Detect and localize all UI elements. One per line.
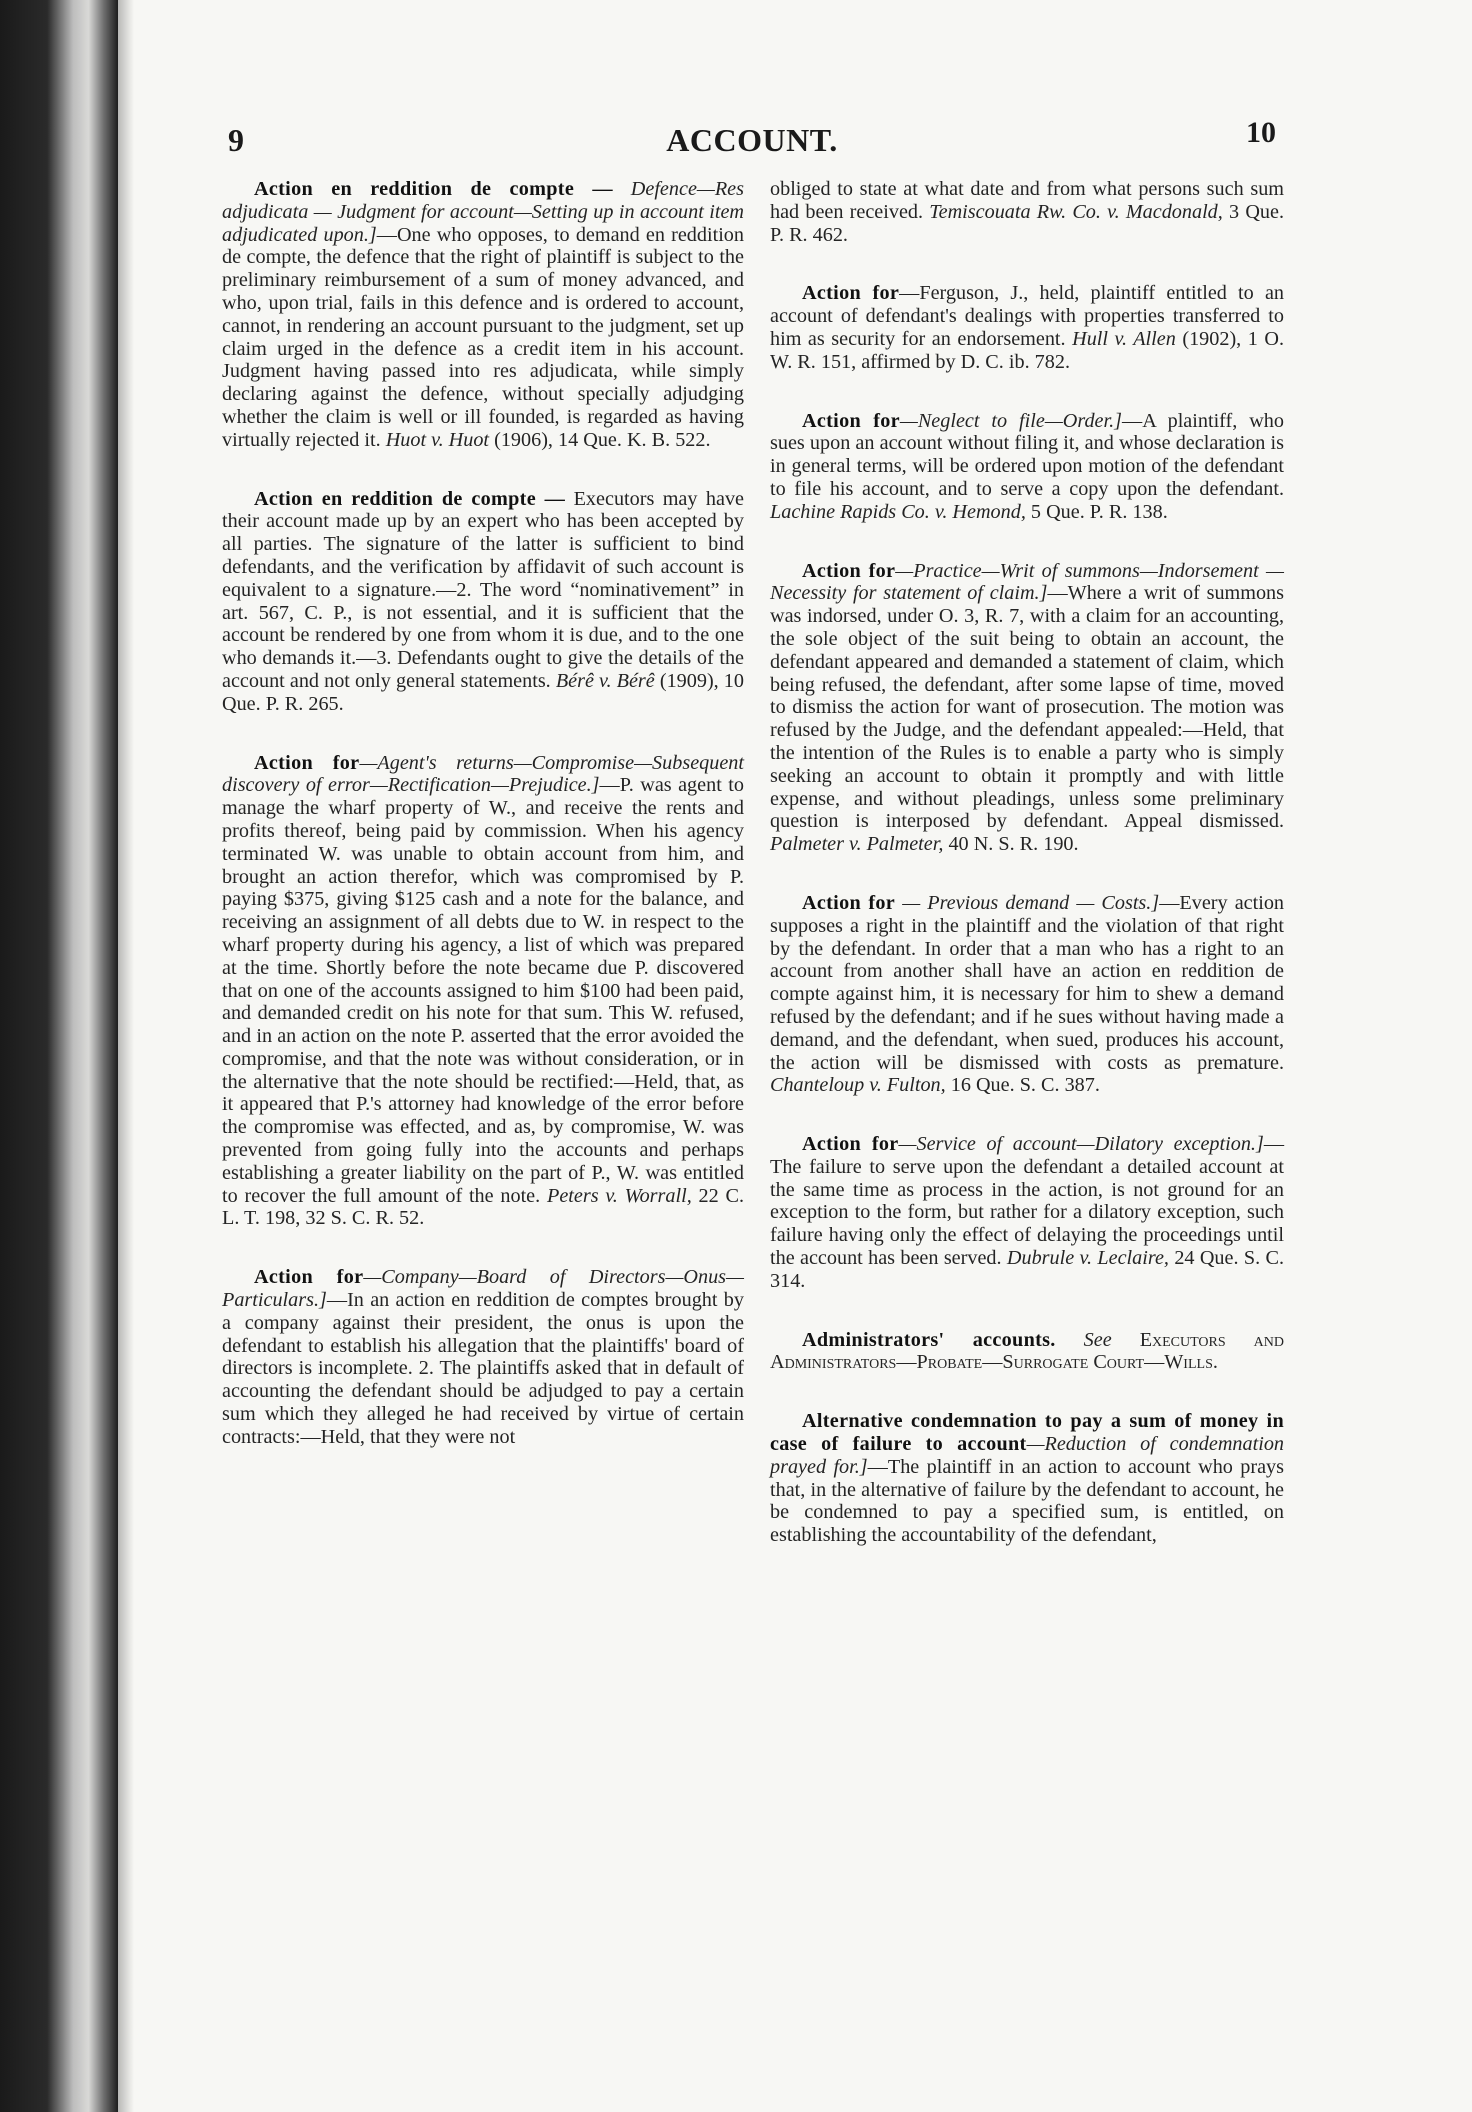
entry-subheading: —Neglect to file—Order.] <box>899 409 1123 432</box>
digest-entry <box>770 892 1284 1097</box>
citation-reference: 16 Que. S. C. 387. <box>950 1074 1100 1097</box>
citation-reference: 22 C. L. T. 198, 32 S. C. R. 52. <box>222 1184 745 1230</box>
entry-text: —P. was agent to manage the wharf property of W., and receive the rents and profits thereof, being paid by commission. When his agency terminated W. was unable to obtain account from him, and brought an action therefor, which was compromised by P. paying $375, giving $125 cash and a note for the balance, and receiving an assignment of all debts due to W. in respect to the wharf property during his agency, a list of which was prepared at the time. Shortly before the note became due P. discovered that on one of the accounts assigned to him $100 had been paid, and demanded credit on his note for that sum. This W. refused, and in an action on the note P. asserted that the error avoided the compromise, and that the note was without consideration, or in the alternative that the note should be rectified:—Held, that, as it appeared that P.'s attorney had knowledge of the error before the compromise was effected, and as, by compromise, W. was prevented from going fully into the accounts and perhaps establishing a greater liability on the part of P., W. was entitled to recover the full amount of the note. <box>222 774 744 1207</box>
entry-heading: Action for <box>254 751 360 774</box>
left-page-number: 9 <box>228 122 244 158</box>
digest-entry <box>222 1266 744 1448</box>
case-citation: Huot v. Huot <box>385 428 490 451</box>
entry-text: Executors may have their account made up by an expert who has been accepted by all parties. The signature of the latter is sufficient to bind defendants, and the verification by affidavit of such account is equivalent to a signature.—2. The word “nominativement” in art. 567, C. P., is not essential, and it is sufficient that the account be rendered by one from whom it is due, and to the one who demands it.—3. Defendants ought to give the details of the account and not only general statements. <box>222 487 745 692</box>
entry-subheading: —Company—Board of Directors—Onus—Particulars.] <box>222 1266 744 1312</box>
entry-subheading: — Previous demand — Costs.] <box>902 891 1160 914</box>
digest-entry-continued <box>770 178 1284 246</box>
cross-reference-label: See <box>1083 1328 1112 1351</box>
entry-text: —The failure to serve upon the defendant a detailed account at the same time as process in the action, is not ground for an exception to the form, but rather for a dilatory exception, such failure having only the effect of delaying the proceedings until the account has been served. <box>770 1133 1285 1270</box>
running-title: ACCOUNT. <box>666 122 838 158</box>
entry-heading: Action en reddition de compte — <box>254 178 613 200</box>
entry-subheading: —Reduction of condemnation prayed for.] <box>770 1433 1285 1478</box>
digest-entry <box>770 1410 1284 1547</box>
case-citation: Bérê v. Bérê <box>555 669 655 692</box>
citation-reference: 5 Que. P. R. 138. <box>1030 500 1168 523</box>
entry-subheading: —Agent's returns—Compromise—Subsequent discovery of error—Rectification—Prejudice.] <box>222 751 744 797</box>
entry-text: —Every action supposes a right in the plaintiff and the violation of that right by the defendant. In order that a man who has a right to an account from another shall have an action en reddition de compte against him, it is necessary for him to shew a demand refused by the defendant; and if he sues without having made a demand, and the defendant, when sued, produces his account, the action will be dismissed with costs as premature. <box>770 891 1285 1074</box>
entry-text: —The plaintiff in an action to account who prays that, in the alternative of failure by the defendant to account, he be condemned to pay a specified sum, is entitled, on establishing the accountability of the defendant, <box>770 1455 1284 1547</box>
entry-heading: Action for <box>802 559 896 582</box>
entry-heading: Action for <box>802 282 900 305</box>
case-citation: Lachine Rapids Co. v. Hemond, <box>770 500 1026 523</box>
citation-reference: (1902), 1 O. W. R. 151, affirmed by D. C. ib. 782. <box>770 327 1284 373</box>
digest-entry <box>770 282 1284 373</box>
case-citation: Temiscouata Rw. Co. v. Macdonald, <box>929 200 1223 223</box>
digest-entry <box>770 1133 1284 1293</box>
entry-text: obliged to state at what date and from what persons such sum had been received. <box>770 178 1284 223</box>
entry-heading: Action en reddition de compte — <box>254 487 566 510</box>
case-citation: Dubrule v. Leclaire, <box>1006 1247 1169 1270</box>
entry-heading: Action for <box>254 1266 364 1289</box>
digest-entry <box>222 752 744 1231</box>
digest-entry <box>222 488 744 716</box>
case-citation: Palmeter v. Palmeter, <box>770 833 944 856</box>
right-page-number: 10 <box>1246 116 1276 149</box>
digest-entry <box>222 178 744 452</box>
entry-text: —In an action en reddition de comptes brought by a company against their president, the onus is upon the defendant to establish his allegation that the plaintiffs' board of directors is incomplete. 2. The plaintiffs asked that in default of accounting the defendant should be adjudged to pay a certain sum which they alleged he had received by virtue of certain contracts:—Held, that they were not <box>222 1289 744 1448</box>
citation-reference: (1909), 10 Que. P. R. 265. <box>222 669 744 715</box>
entry-heading: Alternative condemnation to pay a sum of money in case of failure to account <box>770 1410 1284 1456</box>
facing-page-edge <box>0 0 118 2112</box>
citation-reference: (1906), 14 Que. K. B. 522. <box>494 428 711 451</box>
citation-reference: 24 Que. S. C. 314. <box>770 1247 1284 1292</box>
case-citation: Hull v. Allen <box>1072 327 1176 350</box>
entry-subheading: Defence—Res adjudicata — Judgment for account—Setting up in account item adjudicated upon.] <box>222 178 745 246</box>
entry-heading: Action for <box>802 1133 899 1156</box>
cross-reference-text: Executors and Administrators—Probate—Surrogate Court—Wills. <box>770 1328 1285 1374</box>
page-header <box>222 112 1282 162</box>
case-citation: Peters v. Worrall, <box>546 1184 692 1207</box>
citation-reference: 3 Que. P. R. 462. <box>770 200 1285 246</box>
entry-text: —Ferguson, J., held, plaintiff entitled to an account of defendant's dealings with properties transferred to him as security for an endorsement. <box>770 282 1284 350</box>
digest-entry <box>770 410 1284 524</box>
digest-entry <box>770 560 1284 856</box>
entry-heading: Action for <box>802 409 900 432</box>
left-column <box>222 178 744 1485</box>
entry-text: —A plaintiff, who sues upon an account without filing it, and whose declaration is in general terms, will be ordered upon motion of the defendant to file his account, and to serve a copy upon the defendant. <box>770 409 1284 500</box>
entry-text: —One who opposes, to demand en reddition de compte, the defence that the right of plaintiff is subject to the preliminary reimbursement of a sum of money advanced, and who, upon trial, fails in this defence and is ordered to account, cannot, in rendering an account pursuant to the judgment, set up claim urged in the defence as a credit item in his account. Judgment having passed into res adjudicata, while simply declaring against the defence, without specially adjudging whether the claim is well or ill founded, is regarded as having virtually rejected it. <box>222 223 744 451</box>
case-citation: Chanteloup v. Fulton, <box>770 1074 946 1097</box>
entry-heading: Administrators' accounts. <box>802 1328 1056 1351</box>
entry-text: —Where a writ of summons was indorsed, under O. 3, R. 7, with a claim for an accounting, the sole object of the suit being to obtain an account, the defendant appeared and demanded a statement of claim, which being refused, the defendant, after some lapse of time, moved to dismiss the action for want of prosecution. The motion was refused by the Judge, and the defendant appealed:—Held, that the intention of the Rules is to enable a party who is simply seeking an account to obtain it promptly and with little expense, and without pleadings, unless some preliminary question is interposed by defendant. Appeal dismissed. <box>770 582 1284 833</box>
digest-entry <box>770 1329 1284 1375</box>
entry-subheading: —Practice—Writ of summons—Indorsement — Necessity for statement of claim.] <box>770 559 1284 605</box>
citation-reference: 40 N. S. R. 190. <box>948 833 1079 856</box>
right-column <box>770 178 1284 1583</box>
entry-subheading: —Service of account—Dilatory exception.] <box>898 1133 1264 1156</box>
entry-heading: Action for <box>802 891 896 914</box>
page-gutter-shadow <box>118 0 134 2112</box>
